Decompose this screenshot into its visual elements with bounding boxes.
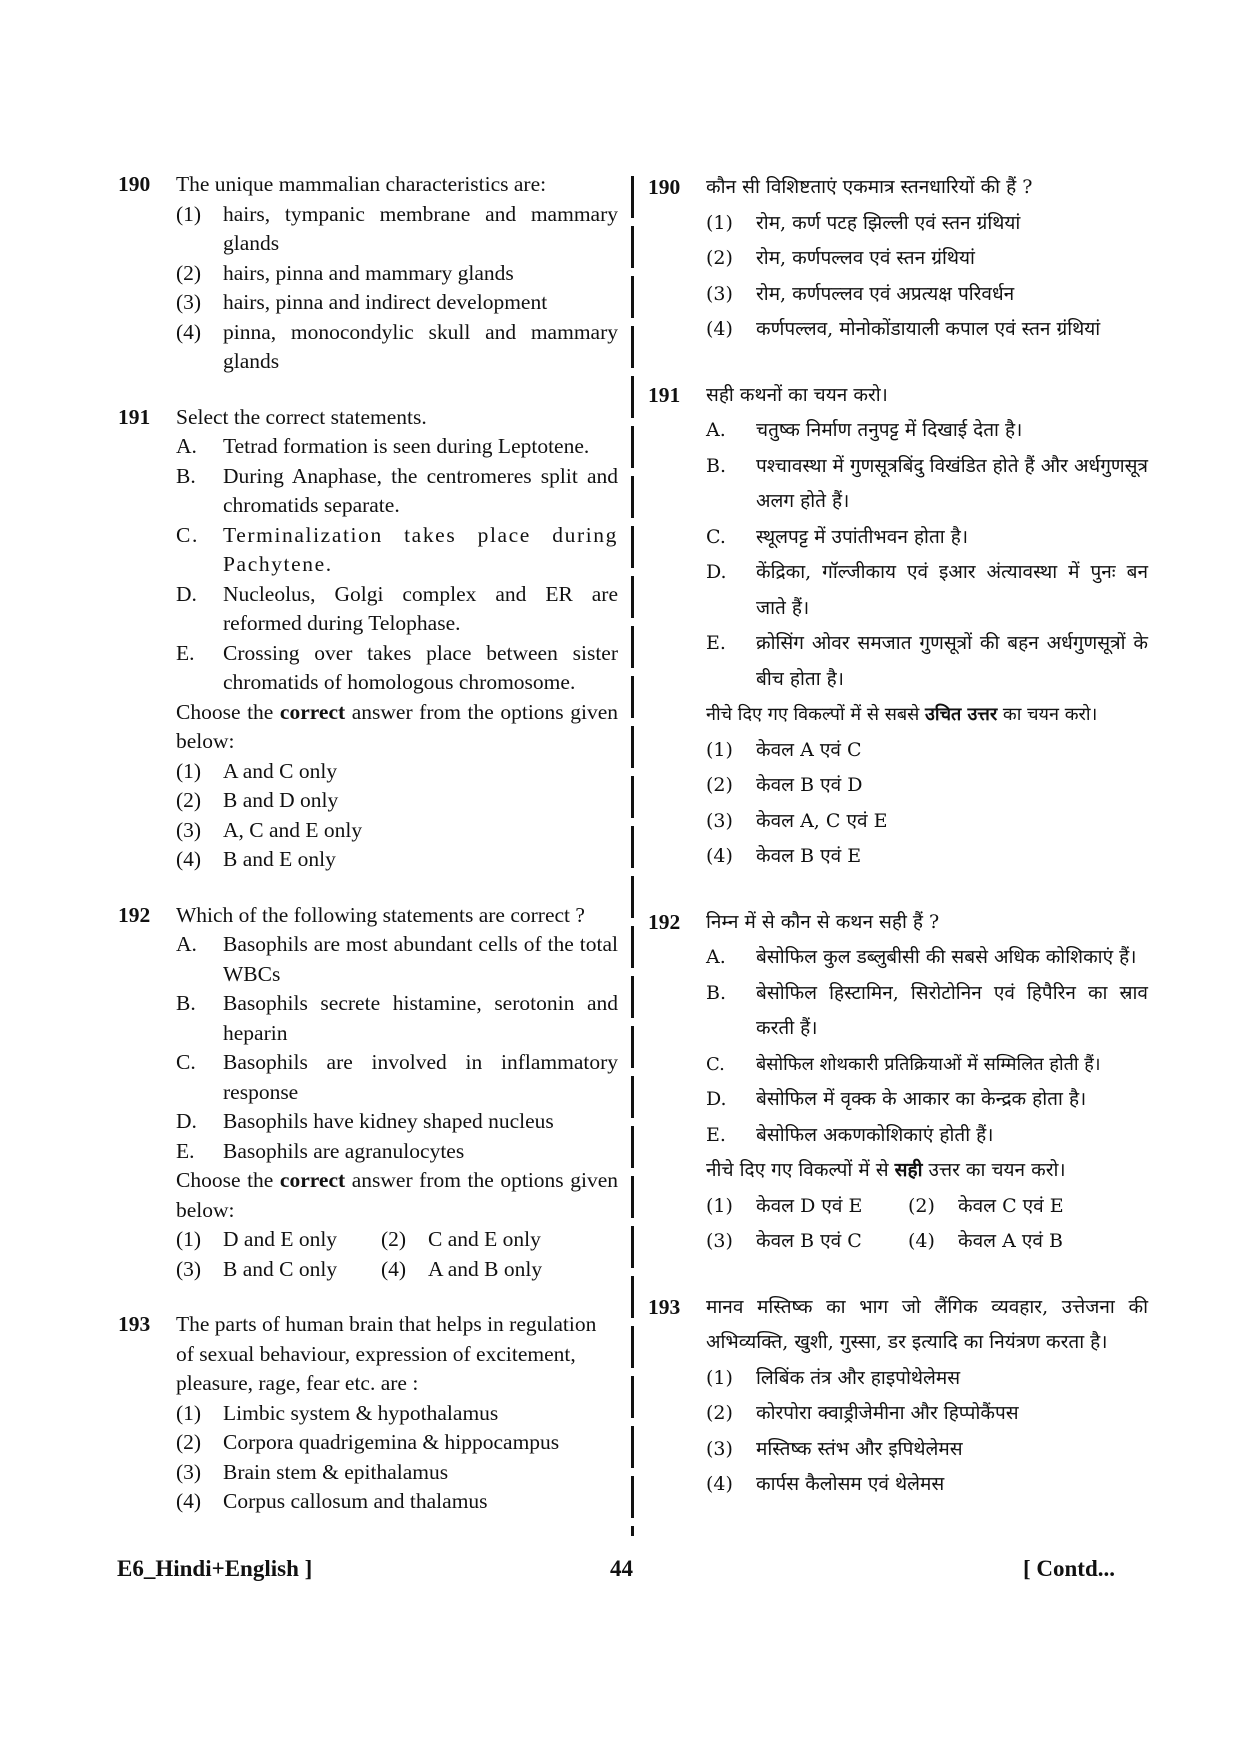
option-3: (3) Brain stem & epithalamus (176, 1459, 449, 1484)
question-191-en (118, 403, 618, 875)
statement-a: A. Tetrad formation is seen during Leptotene. (176, 434, 590, 458)
question-stem: The parts of human brain that helps in regulation of sexual behaviour, expression of excitement, pleasure, rage, fear etc. are : (176, 1312, 597, 1395)
option-3: (3) मस्तिष्क स्तंभ और इपिथेलेमस (706, 1437, 963, 1460)
option-3: (3) केवल A, C एवं E (706, 809, 888, 832)
statement-c: C. स्थूलपट्ट में उपांतीभवन होता है। (706, 525, 969, 548)
options-row-2 (176, 1255, 618, 1285)
statement-b: B. पश्चावस्था में गुणसूत्रबिंदु विखंडित होते हैं और अर्धगुणसूत्र अलग होते हैं। (706, 454, 1148, 512)
question-number: 193 (118, 1312, 151, 1336)
question-number: 192 (118, 902, 151, 927)
choose-instruction: Choose the correct answer from the options given below: (176, 699, 618, 753)
option-1: (1) D and E only (176, 1227, 338, 1251)
hindi-column (648, 170, 1148, 1503)
option-4: (4) केवल A एवं B (908, 1230, 1063, 1252)
column-divider (631, 176, 634, 1536)
option-2: (2) hairs, pinna and mammary glands (176, 260, 514, 285)
question-stem: कौन सी विशिष्टताएं एकमात्र स्तनधारियों की हैं ? (706, 176, 1033, 198)
question-number: 192 (648, 909, 681, 934)
question-190-hi (648, 170, 1148, 348)
option-1: (1) Limbic system & hypothalamus (176, 1400, 499, 1425)
footer-continued: [ Contd... (1023, 1556, 1116, 1581)
statement-c: C. Terminalization takes place during Pachytene. (176, 522, 618, 576)
choose-instruction: नीचे दिए गए विकल्पों में से सबसे उचित उत्तर का चयन करो। (706, 704, 1098, 725)
footer-paper-code: E6_Hindi+English ] (117, 1556, 313, 1581)
option-1: (1) hairs, tympanic membrane and mammary glands (176, 201, 618, 255)
option-4: (4) केवल B एवं E (706, 845, 862, 867)
options-row-2 (706, 1224, 1148, 1260)
option-1: (1) लिबिंक तंत्र और हाइपोथेलेमस (706, 1366, 961, 1389)
option-3: (3) केवल B एवं C (706, 1230, 862, 1252)
question-stem: The unique mammalian characteristics are: (176, 172, 547, 196)
statement-b: B. During Anaphase, the centromeres split and chromatids separate. (176, 463, 618, 517)
question-193-en (118, 1310, 618, 1517)
statement-d: D. केंद्रिका, गॉल्जीकाय एवं इआर अंत्यावस्था में पुनः बन जाते हैं। (706, 561, 1148, 619)
question-192-hi (648, 905, 1148, 1260)
option-3: (3) A, C and E only (176, 817, 363, 842)
question-191-hi (648, 378, 1148, 875)
choose-instruction: Choose the correct answer from the options given below: (176, 1168, 618, 1222)
question-190-en (118, 170, 618, 377)
option-1: (1) रोम, कर्ण पटह झिल्ली एवं स्तन ग्रंथियां (706, 211, 1021, 234)
question-192-en (118, 901, 618, 1285)
option-4: (4) B and E only (176, 847, 336, 871)
statement-e: E. Crossing over takes place between sister chromatids of homologous chromosome. (176, 640, 618, 694)
option-2: (2) C and E only (381, 1227, 541, 1251)
option-2: (2) केवल B एवं D (706, 774, 863, 796)
option-4: (4) कर्णपल्लव, मोनोकोंडायाली कपाल एवं स्तन ग्रंथियां (706, 318, 1101, 340)
question-number: 190 (118, 172, 151, 196)
options-row-1 (176, 1225, 618, 1255)
question-stem: मानव मस्तिष्क का भाग जो लैंगिक व्यवहार, उत्तेजना की अभिव्यक्ति, खुशी, गुस्सा, डर इत्यादि का नियंत्रण करता है। (706, 1295, 1148, 1353)
statement-a: A. बेसोफिल कुल डब्लुबीसी की सबसे अधिक कोशिकाएं हैं। (706, 946, 1137, 968)
question-stem: निम्न में से कौन से कथन सही हैं ? (706, 910, 940, 933)
option-1: (1) केवल A एवं C (706, 738, 862, 761)
option-1: (1) केवल D एवं E (706, 1194, 863, 1217)
question-number: 193 (648, 1294, 681, 1319)
choose-instruction: नीचे दिए गए विकल्पों में से सही उत्तर का चयन करो। (706, 1159, 1066, 1181)
question-stem: Which of the following statements are correct ? (176, 902, 585, 927)
option-2: (2) रोम, कर्णपल्लव एवं स्तन ग्रंथियां (706, 247, 975, 269)
statement-d: D. Nucleolus, Golgi complex and ER are reformed during Telophase. (176, 581, 618, 635)
footer-page-number: 44 (610, 1556, 633, 1581)
statement-e: E. Basophils are agranulocytes (176, 1138, 465, 1163)
option-3: (3) B and C only (176, 1256, 338, 1281)
option-4: (4) A and B only (381, 1256, 543, 1281)
question-number: 190 (648, 175, 681, 199)
statement-d: D. Basophils have kidney shaped nucleus (176, 1109, 554, 1133)
question-number: 191 (648, 382, 681, 407)
statement-e: E. बेसोफिल अकणकोशिकाएं होती हैं। (706, 1123, 994, 1146)
option-4: (4) Corpus callosum and thalamus (176, 1489, 488, 1513)
option-4: (4) कार्पस कैलोसम एवं थेलेमस (706, 1473, 945, 1495)
statement-a: A. Basophils are most abundant cells of the total WBCs (176, 932, 618, 986)
option-3: (3) रोम, कर्णपल्लव एवं अप्रत्यक्ष परिवर्धन (706, 282, 1015, 305)
statement-d: D. बेसोफिल में वृक्क के आकार का केन्द्रक होता है। (706, 1088, 1087, 1110)
statement-c: C. Basophils are involved in inflammatory response (176, 1050, 618, 1104)
option-2: (2) B and D only (176, 788, 339, 812)
statement-c: C. बेसोफिल शोथकारी प्रतिक्रियाओं में सम्मिलित होती हैं। (706, 1053, 1101, 1075)
english-column (118, 170, 618, 1517)
option-1: (1) A and C only (176, 758, 338, 783)
question-stem: Select the correct statements. (176, 404, 427, 429)
option-2: (2) Corpora quadrigemina & hippocampus (176, 1430, 560, 1454)
option-2: (2) केवल C एवं E (908, 1194, 1064, 1217)
question-193-hi (648, 1290, 1148, 1503)
question-number: 191 (118, 404, 151, 429)
question-stem: सही कथनों का चयन करो। (706, 383, 888, 406)
statement-e: E. क्रोसिंग ओवर समजात गुणसूत्रों की बहन अर्धगुणसूत्रों के बीच होता है। (706, 632, 1148, 690)
statement-a: A. चतुष्क निर्माण तनुपट्ट में दिखाई देता है। (706, 419, 1023, 441)
option-4: (4) pinna, monocondylic skull and mammary glands (176, 319, 618, 373)
option-2: (2) कोरपोरा क्वाड्रीजेमीना और हिप्पोकैंपस (706, 1402, 1019, 1424)
statement-b: B. Basophils secrete histamine, serotonin and heparin (176, 991, 618, 1045)
options-row-1 (706, 1189, 1148, 1225)
statement-b: B. बेसोफिल हिस्टामिन, सिरोटोनिन एवं हिपैरिन का स्राव करती हैं। (706, 981, 1148, 1039)
option-3: (3) hairs, pinna and indirect development (176, 290, 548, 314)
